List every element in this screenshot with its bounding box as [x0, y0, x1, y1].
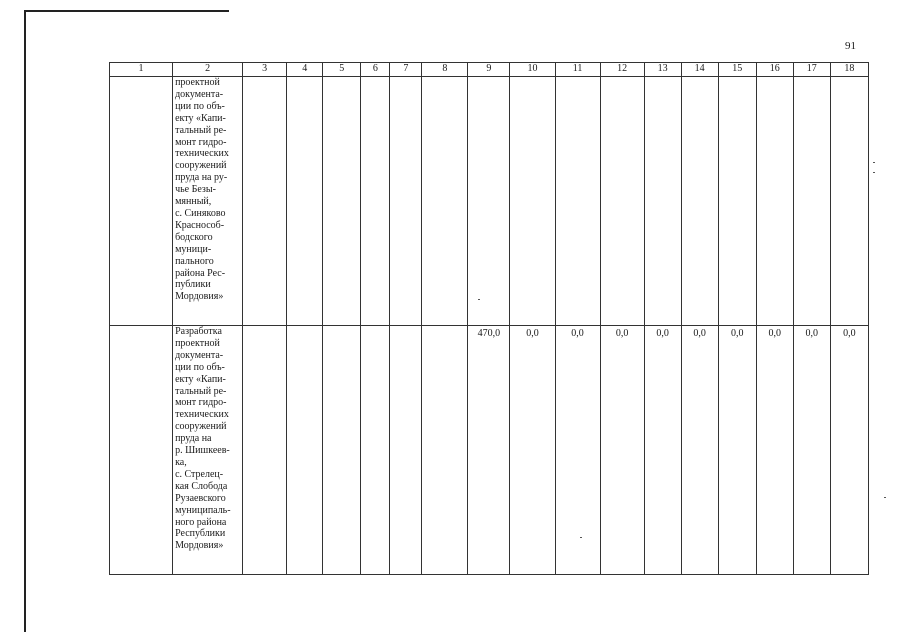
description-line: муниципаль-	[175, 504, 231, 516]
scan-speck	[884, 497, 886, 498]
description-line: с. Стрелец-	[175, 468, 224, 480]
description-line: бодского	[175, 231, 213, 243]
description-line: документа-	[175, 349, 224, 361]
value-cell	[600, 77, 644, 326]
value-cell	[468, 77, 510, 326]
value-cell: 0,0	[718, 326, 756, 575]
description-cell	[173, 326, 243, 575]
column-header: 17	[793, 63, 830, 77]
value-cell: 0,0	[681, 326, 718, 575]
description-line: ка,	[175, 456, 187, 468]
column-header: 15	[718, 63, 756, 77]
description-line: ного района	[175, 516, 227, 528]
description-line: с. Синяково	[175, 207, 226, 219]
value-cell: 470,0	[468, 326, 510, 575]
value-cell: 0,0	[830, 326, 868, 575]
description-line: тальный ре-	[175, 385, 227, 397]
description-line: екту «Капи-	[175, 373, 226, 385]
scan-edge-top	[24, 10, 229, 12]
description-line: Разработка	[175, 326, 222, 337]
scan-speck	[873, 172, 875, 173]
value-cell	[756, 77, 793, 326]
description-line: проектной	[175, 337, 220, 349]
column-header: 14	[681, 63, 718, 77]
value-cell	[243, 326, 287, 575]
value-cell	[644, 77, 681, 326]
description-line: сооружений	[175, 160, 227, 172]
description-line: технических	[175, 148, 229, 160]
description-line: технических	[175, 409, 229, 421]
value-cell	[323, 77, 361, 326]
value-cell	[287, 77, 323, 326]
row-number-cell	[110, 326, 173, 575]
column-header: 9	[468, 63, 510, 77]
column-header: 13	[644, 63, 681, 77]
column-header: 2	[173, 63, 243, 77]
description-line: документа-	[175, 88, 224, 100]
description-line: Краснособ-	[175, 219, 225, 231]
value-cell	[555, 77, 600, 326]
description-line: р. Шишкеев-	[175, 445, 230, 457]
value-cell	[510, 77, 555, 326]
description-line: монт гидро-	[175, 397, 227, 409]
description-cell	[173, 77, 243, 326]
value-cell	[390, 77, 422, 326]
column-header: 12	[600, 63, 644, 77]
value-cell	[718, 77, 756, 326]
page-number: 91	[845, 40, 856, 52]
value-cell: 0,0	[510, 326, 555, 575]
description-line: проектной	[175, 77, 220, 88]
table-row	[110, 326, 869, 575]
column-header: 8	[422, 63, 468, 77]
column-header: 3	[243, 63, 287, 77]
table-row	[110, 77, 869, 326]
column-header: 11	[555, 63, 600, 77]
description-line: ции по объ-	[175, 100, 225, 112]
value-cell	[422, 77, 468, 326]
description-line: Мордовия»	[175, 291, 224, 303]
description-line: сооружений	[175, 421, 227, 433]
column-header: 4	[287, 63, 323, 77]
column-header: 16	[756, 63, 793, 77]
value-cell	[830, 77, 868, 326]
scan-speck	[478, 299, 480, 300]
description-line: екту «Капи-	[175, 112, 226, 124]
data-table	[109, 62, 869, 575]
value-cell	[361, 326, 390, 575]
column-header: 5	[323, 63, 361, 77]
row-number-cell	[110, 77, 173, 326]
description-line: Республики	[175, 528, 226, 540]
description-line: монт гидро-	[175, 136, 227, 148]
scan-speck	[873, 162, 875, 163]
description-line: пруда на	[175, 433, 212, 445]
value-cell: 0,0	[793, 326, 830, 575]
value-cell: 0,0	[600, 326, 644, 575]
description-line: пального	[175, 255, 214, 267]
value-cell	[323, 326, 361, 575]
column-header: 10	[510, 63, 555, 77]
value-cell	[422, 326, 468, 575]
header-row	[110, 63, 869, 77]
description-line: публики	[175, 279, 211, 291]
column-header: 18	[830, 63, 868, 77]
column-header: 6	[361, 63, 390, 77]
description-line: кая Слобода	[175, 480, 228, 492]
description-line: мянный,	[175, 196, 212, 208]
description-line: тальный ре-	[175, 124, 227, 136]
column-header: 7	[390, 63, 422, 77]
description-line: муници-	[175, 243, 212, 255]
description-line: Мордовия»	[175, 540, 224, 552]
column-header: 1	[110, 63, 173, 77]
description-line: ции по объ-	[175, 361, 225, 373]
value-cell	[243, 77, 287, 326]
value-cell	[681, 77, 718, 326]
scan-edge-left	[24, 10, 26, 632]
value-cell: 0,0	[644, 326, 681, 575]
description-line: пруда на ру-	[175, 172, 228, 184]
value-cell	[793, 77, 830, 326]
value-cell	[390, 326, 422, 575]
value-cell: 0,0	[555, 326, 600, 575]
value-cell	[287, 326, 323, 575]
description-line: Рузаевского	[175, 492, 226, 504]
description-line: района Рес-	[175, 267, 226, 279]
description-line: чье Безы-	[175, 184, 216, 196]
value-cell	[361, 77, 390, 326]
scan-speck	[580, 537, 582, 538]
value-cell: 0,0	[756, 326, 793, 575]
